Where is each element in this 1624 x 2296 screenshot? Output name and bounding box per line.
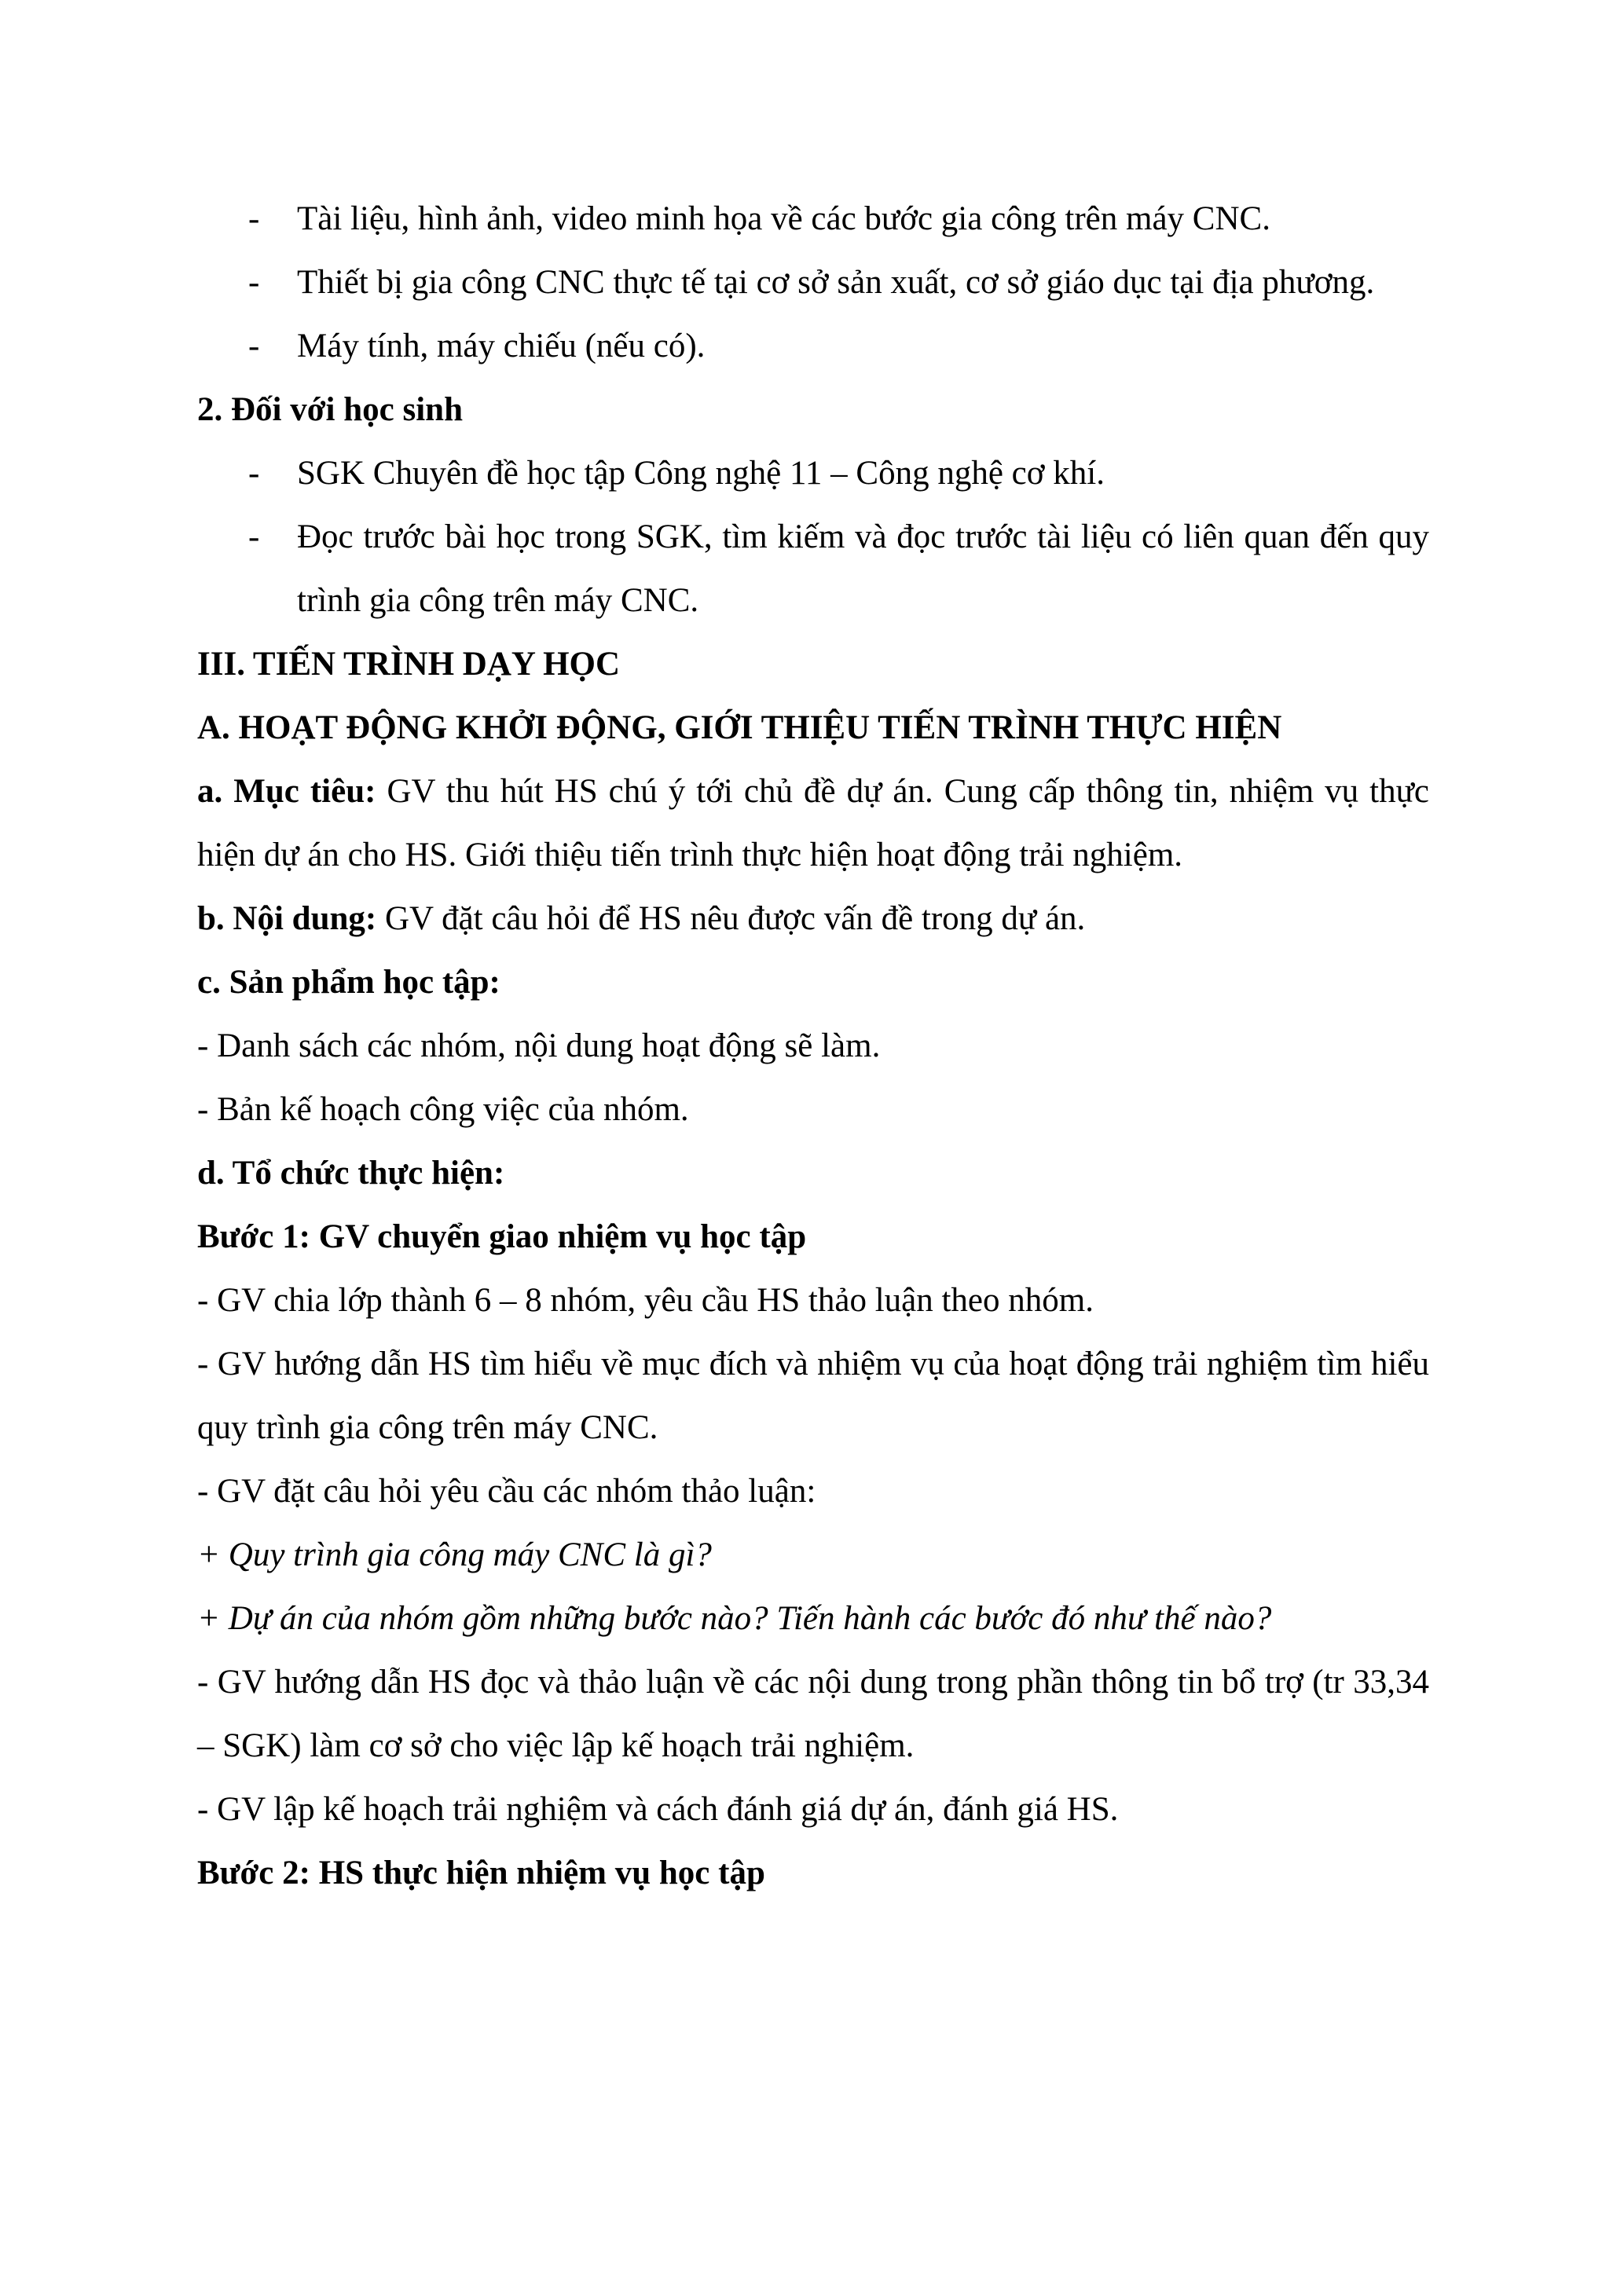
- product-item: - Bản kế hoạch công việc của nhóm.: [197, 1091, 689, 1128]
- student-material-text: Đọc trước bài học trong SGK, tìm kiếm và đọc trước tài liệu có liên quan đến quy trình gia công trên máy CNC.: [297, 518, 1429, 619]
- step1-line: - GV đặt câu hỏi yêu cầu các nhóm thảo luận:: [197, 1473, 816, 1510]
- objective-text: GV thu hút HS chú ý tới chủ đề dự án. Cung cấp thông tin, nhiệm vụ thực hiện dự án cho HS. Giới thiệu tiến trình thực hiện hoạt động trải nghiệm.: [197, 773, 1430, 873]
- organization-label: d. Tổ chức thực hiện:: [197, 1155, 505, 1192]
- student-material-item: [197, 505, 1429, 632]
- teacher-material-text: Thiết bị gia công CNC thực tế tại cơ sở sản xuất, cơ sở giáo dục tại địa phương.: [297, 264, 1375, 301]
- teacher-material-text: Tài liệu, hình ảnh, video minh họa về các bước gia công trên máy CNC.: [297, 200, 1270, 237]
- activity-title: A. HOẠT ĐỘNG KHỞI ĐỘNG, GIỚI THIỆU TIẾN TRÌNH THỰC HIỆN: [197, 709, 1282, 746]
- student-material-item: [197, 441, 1429, 505]
- product-item: - Danh sách các nhóm, nội dung hoạt động sẽ làm.: [197, 1027, 881, 1064]
- teacher-material-item: [197, 251, 1429, 314]
- step1-line: - GV lập kế hoạch trải nghiệm và cách đánh giá dự án, đánh giá HS.: [197, 1791, 1119, 1828]
- step2-title: Bước 2: HS thực hiện nhiệm vụ học tập: [197, 1855, 765, 1891]
- step1-title: Bước 1: GV chuyển giao nhiệm vụ học tập: [197, 1218, 807, 1255]
- content-paragraph: [197, 887, 1429, 950]
- student-material-text: SGK Chuyên đề học tập Công nghệ 11 – Công nghệ cơ khí.: [297, 455, 1105, 492]
- step1-line: - GV chia lớp thành 6 – 8 nhóm, yêu cầu HS thảo luận theo nhóm.: [197, 1282, 1094, 1319]
- bullet-dash: -: [248, 518, 260, 555]
- discussion-question: + Quy trình gia công máy CNC là gì?: [197, 1536, 712, 1573]
- step1-line: - GV hướng dẫn HS tìm hiểu về mục đích và nhiệm vụ của hoạt động trải nghiệm tìm hiểu quy trình gia công trên máy CNC.: [197, 1346, 1429, 1446]
- product-label: c. Sản phẩm học tập:: [197, 964, 500, 1001]
- teacher-material-item: [197, 314, 1429, 378]
- bullet-dash: -: [248, 264, 260, 301]
- section-title: III. TIẾN TRÌNH DẠY HỌC: [197, 646, 621, 683]
- content-label: b. Nội dung:: [197, 900, 377, 937]
- teacher-material-item: [197, 187, 1429, 251]
- student-heading: 2. Đối với học sinh: [197, 391, 464, 428]
- bullet-dash: -: [248, 200, 260, 237]
- teacher-material-text: Máy tính, máy chiếu (nếu có).: [297, 328, 706, 364]
- document-page: [197, 187, 1429, 1905]
- bullet-dash: -: [248, 328, 260, 364]
- content-text: GV đặt câu hỏi để HS nêu được vấn đề trong dự án.: [376, 900, 1086, 937]
- objective-label: a. Mục tiêu:: [197, 773, 376, 810]
- discussion-question: + Dự án của nhóm gồm những bước nào? Tiến hành các bước đó như thế nào?: [197, 1600, 1272, 1637]
- step1-line: - GV hướng dẫn HS đọc và thảo luận về các nội dung trong phần thông tin bổ trợ (tr 33,34 – SGK) làm cơ sở cho việc lập kế hoạch trải nghiệm.: [197, 1664, 1429, 1764]
- bullet-dash: -: [248, 455, 260, 492]
- objective-paragraph: [197, 760, 1429, 887]
